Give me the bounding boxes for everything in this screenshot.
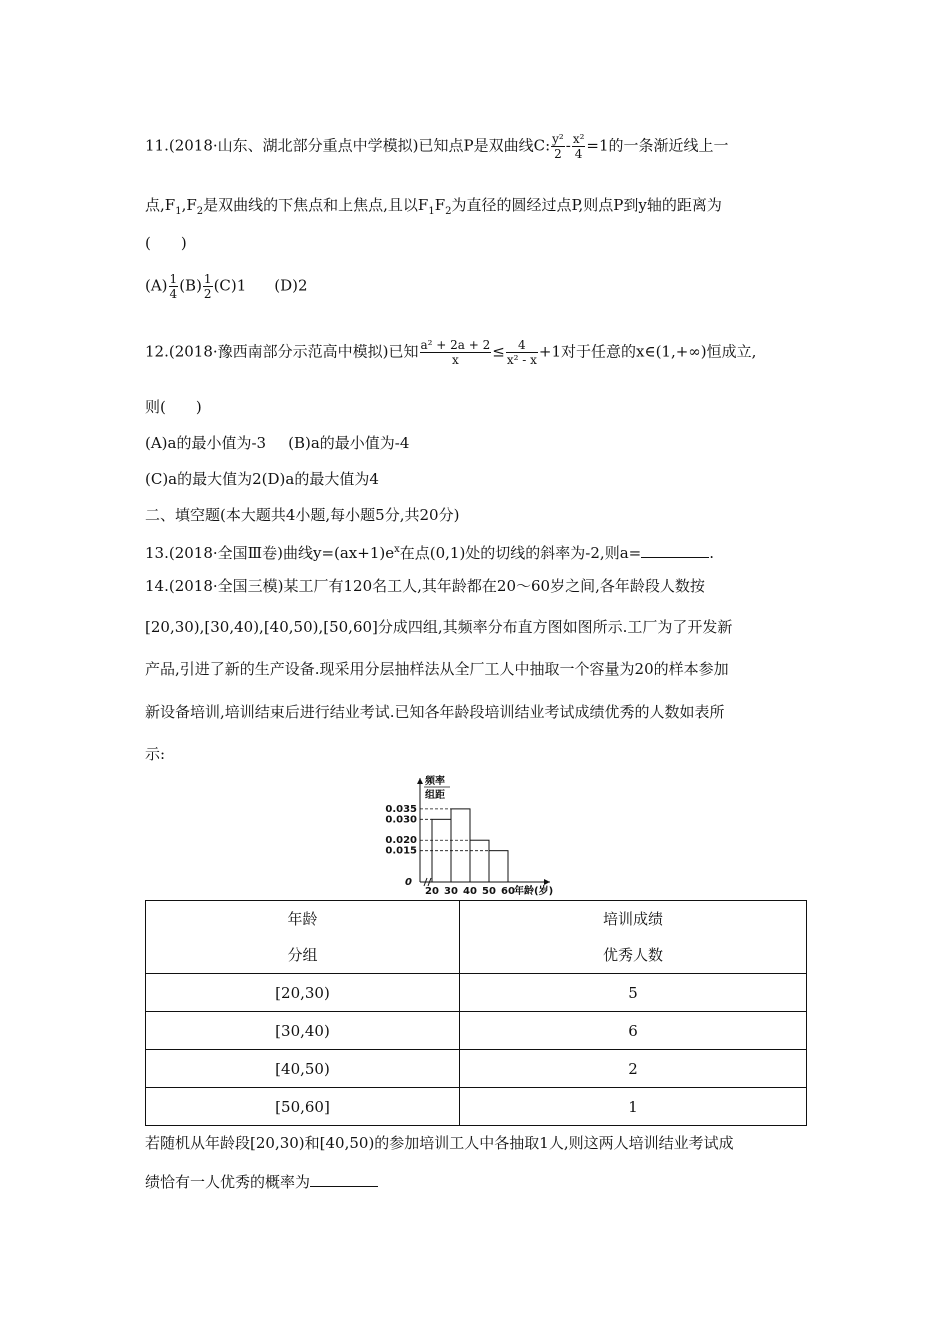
q14-answer-blank[interactable] (310, 1172, 378, 1187)
q12-frac-right: $\frac{4}{\text{x² - x}}$ (506, 338, 537, 367)
q11-optB-frac: $\frac{1}{2}$ (203, 272, 212, 301)
q13-answer-blank[interactable] (641, 543, 709, 558)
x-tick-label: 50 (482, 886, 496, 897)
y-axis-label-numerator: 频率 (425, 776, 445, 787)
histogram-bar (451, 809, 470, 882)
x-tick-label: 20 (425, 886, 439, 897)
table-row: [50,60] 1 (146, 1088, 807, 1126)
q14-line5: 示: (145, 745, 166, 763)
q12-frac-left: $\frac{\text{a² + 2a + 2}}{x}$ (420, 338, 491, 367)
q14-line1: 14.(2018·全国三模)某工厂有120名工人,其年龄都在20～60岁之间,各年龄段人数按 (145, 577, 705, 595)
q11-options: (A) $\frac{1}{4}$ (B) $\frac{1}{2}$ (C)1 (D)2 (145, 272, 308, 301)
q11-frac-x: $\frac{\text{x²}}{4}$ (572, 132, 585, 161)
q11-optA-frac: $\frac{1}{4}$ (169, 272, 178, 301)
q14-after-line2: 绩恰有一人优秀的概率为 (145, 1172, 378, 1192)
x-axis-arrow (544, 879, 550, 885)
y-axis-arrow (417, 778, 423, 784)
y-tick-label: 0.030 (385, 814, 417, 826)
q12-options-ab: (A)a的最小值为-3 (B)a的最小值为-4 (145, 434, 410, 452)
table-row: [20,30) 5 (146, 974, 807, 1012)
x-tick-label: 40 (463, 886, 477, 897)
q14-line2: [20,30),[30,40),[40,50),[50,60]分成四组,其频率分布直方图如图所示.工厂为了开发新 (145, 618, 733, 636)
y-tick-label: 0.035 (385, 803, 417, 815)
y-tick-label: 0.015 (385, 845, 417, 857)
table-header-age: 年龄 分组 (146, 901, 460, 974)
q12-line1: 12.(2018·豫西南部分示范高中模拟)已知 $\frac{\text{a² + 2a + 2}}{x}$ ≤ $\frac{4}{\text{x² - x}}$ +1对于任意的x∈(1,+∞)恒成立, (145, 338, 757, 367)
table-row: [40,50) 2 (146, 1050, 807, 1088)
y-axis-label-denominator: 组距 (425, 790, 445, 801)
histogram-bar (489, 851, 508, 882)
q11-frac-y: $\frac{\text{y²}}{2}$ (552, 132, 564, 161)
x-tick-label: 60 (501, 886, 515, 897)
table-header-excellent: 培训成绩 优秀人数 (460, 901, 807, 974)
table-row: [30,40) 6 (146, 1012, 807, 1050)
grades-table (145, 900, 807, 1126)
origin-label: 0 (405, 877, 412, 888)
frequency-histogram (375, 770, 605, 900)
q11-answer-paren: ( ) (145, 234, 187, 252)
q14-line3: 产品,引进了新的生产设备.现采用分层抽样法从全厂工人中抽取一个容量为20的样本参加 (145, 660, 729, 678)
table-header-row (146, 901, 807, 974)
x-axis-label: 年龄(岁) (514, 886, 554, 897)
q12-options-cd: (C)a的最大值为2(D)a的最大值为4 (145, 470, 379, 488)
q11-line2: 点$,F_1,F_2$是双曲线的下焦点和上焦点,且以$F_1F_2$为直径的圆经过点P,则点P到y轴的距离为 (145, 196, 722, 217)
q14-line4: 新设备培训,培训结束后进行结业考试.已知各年龄段培训结业考试成绩优秀的人数如表所 (145, 703, 725, 721)
section-2-heading: 二、填空题(本大题共4小题,每小题5分,共20分) (145, 506, 460, 524)
q11-line1: 11.(2018·山东、湖北部分重点中学模拟)已知点P是双曲线C: $\frac{\text{y²}}{2}$ - $\frac{\text{x²}}{4}$ =1的一条渐近线上一 (145, 132, 729, 161)
q14-after-line1: 若随机从年龄段[20,30)和[40,50)的参加培训工人中各抽取1人,则这两人培训结业考试成 (145, 1134, 734, 1152)
q13-line: 13.(2018·全国Ⅲ卷)曲线$y=(ax+1)e^x$在点(0,1)处的切线的斜率为-2,则a= . (145, 544, 714, 562)
y-tick-label: 0.020 (385, 835, 417, 847)
q12-line2: 则( ) (145, 398, 202, 416)
x-tick-label: 30 (444, 886, 458, 897)
histogram-bar (470, 840, 489, 882)
